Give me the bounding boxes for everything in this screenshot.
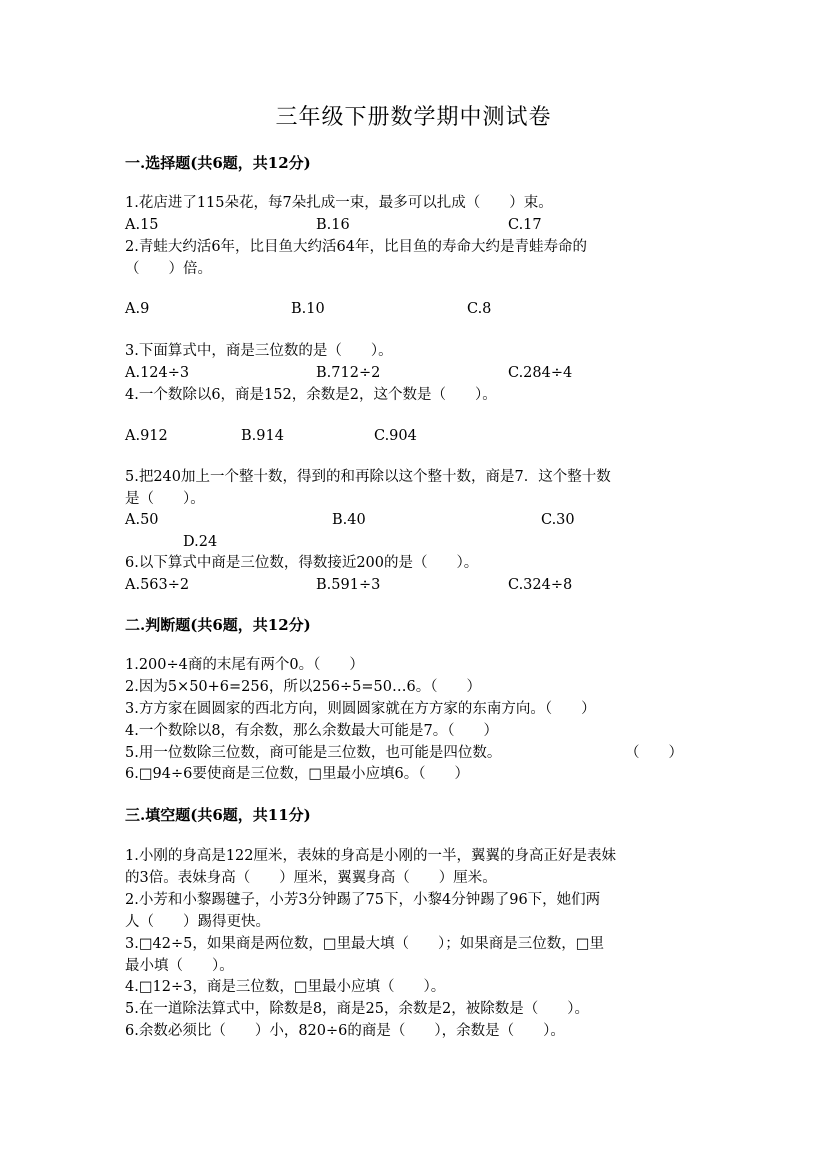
option-c: C.904 — [374, 428, 417, 444]
option-b: B.712÷2 — [316, 365, 381, 381]
judgement-2: 2.因为5×50+6=256，所以256÷5=50…6。（ ） — [125, 679, 481, 695]
section-heading-fill: 三.填空题(共6题，共11分) — [125, 806, 311, 824]
question-1-5: 5.把240加上一个整十数，得到的和再除以这个整十数，商是7．这个整十数 — [125, 469, 611, 485]
option-c: C.30 — [541, 512, 575, 528]
option-a: A.124÷3 — [125, 365, 190, 381]
section-heading-choice: 一.选择题(共6题，共12分) — [125, 154, 311, 172]
fill-2: 2.小芳和小黎踢毽子，小芳3分钟踢了75下，小黎4分钟踢了96下，她们两 — [125, 892, 601, 908]
question-1-2: 2.青蛙大约活6年，比目鱼大约活64年，比目鱼的寿命大约是青蛙寿命的 — [125, 239, 588, 255]
judgement-1: 1.200÷4商的末尾有两个0。（ ） — [125, 657, 364, 673]
fill-3: 3.□42÷5，如果商是两位数，□里最大填（ ）；如果商是三位数，□里 — [125, 936, 605, 952]
section-heading-judgement: 二.判断题(共6题，共12分) — [125, 616, 311, 634]
fill-5: 5.在一道除法算式中，除数是8，商是25，余数是2，被除数是（ ）。 — [125, 1001, 589, 1017]
option-a: A.9 — [125, 301, 150, 317]
judgement-3: 3.方方家在圆圆家的西北方向，则圆圆家就在方方家的东南方向。（ ） — [125, 701, 596, 717]
option-a: A.15 — [125, 217, 159, 233]
option-c: C.324÷8 — [508, 577, 573, 593]
option-d: D.24 — [183, 534, 218, 550]
judgement-4: 4.一个数除以8，有余数，那么余数最大可能是7。（ ） — [125, 723, 499, 739]
question-1-6: 6.以下算式中商是三位数，得数接近200的是（ ）。 — [125, 555, 479, 571]
option-b: B.16 — [316, 217, 350, 233]
question-1-1: 1.花店进了115朵花，每7朵扎成一束，最多可以扎成（ ）束。 — [125, 195, 553, 211]
option-a: A.50 — [125, 512, 159, 528]
fill-2-cont: 人（ ）踢得更快。 — [125, 914, 270, 930]
page-title: 三年级下册数学期中测试卷 — [275, 105, 552, 130]
option-c: C.17 — [508, 217, 542, 233]
question-1-5-cont: 是（ ）。 — [125, 491, 205, 507]
question-1-2-cont: （ ）倍。 — [125, 261, 212, 277]
fill-1: 1.小刚的身高是122厘米，表妹的身高是小刚的一半，翼翼的身高正好是表妹 — [125, 848, 617, 864]
fill-3-cont: 最小填（ ）。 — [125, 958, 234, 974]
option-b: B.914 — [241, 428, 284, 444]
option-a: A.563÷2 — [125, 577, 190, 593]
judgement-6: 6.□94÷6要使商是三位数，□里最小应填6。（ ） — [125, 766, 470, 782]
fill-4: 4.□12÷3，商是三位数，□里最小应填（ ）。 — [125, 979, 446, 995]
option-b: B.10 — [291, 301, 325, 317]
option-a: A.912 — [125, 428, 168, 444]
option-c: C.284÷4 — [508, 365, 573, 381]
option-b: B.591÷3 — [316, 577, 381, 593]
option-c: C.8 — [467, 301, 492, 317]
judgement-5: 5.用一位数除三位数，商可能是三位数，也可能是四位数。 — [125, 745, 502, 761]
question-1-3: 3.下面算式中，商是三位数的是（ ）。 — [125, 343, 393, 359]
judgement-5-blank: （ ） — [625, 745, 683, 761]
fill-6: 6.余数必须比（ ）小，820÷6的商是（ ），余数是（ ）。 — [125, 1023, 565, 1039]
fill-1-cont: 的3倍。表妹身高（ ）厘米，翼翼身高（ ）厘米。 — [125, 870, 497, 886]
question-1-4: 4.一个数除以6，商是152，余数是2，这个数是（ ）。 — [125, 387, 497, 403]
option-b: B.40 — [332, 512, 366, 528]
